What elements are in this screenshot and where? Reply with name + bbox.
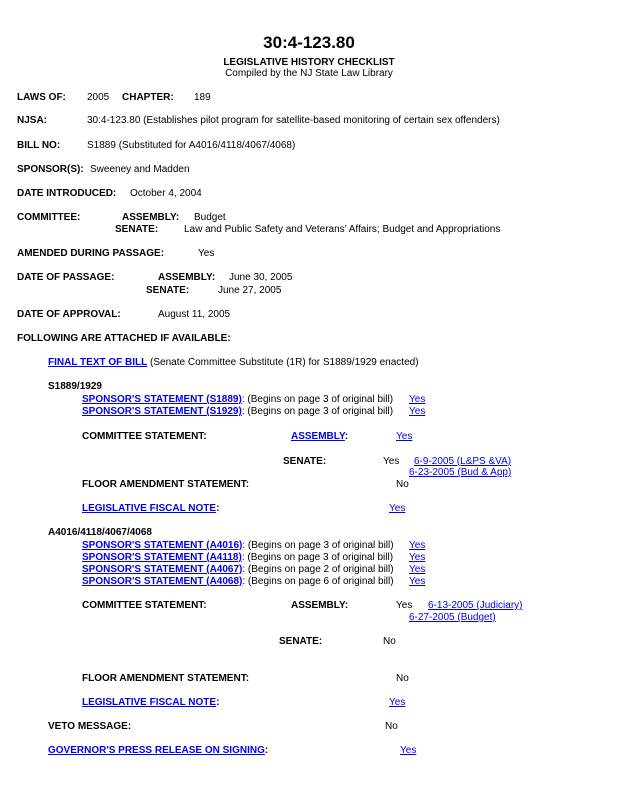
committee-assembly-value: Budget [194,212,226,223]
s-fiscal-yes[interactable]: Yes [389,503,406,514]
chapter-label: CHAPTER: [122,92,174,103]
s-sponsor-row-1 [82,394,393,406]
a-floor-label: FLOOR AMENDMENT STATEMENT: [82,673,250,684]
s-floor-label: FLOOR AMENDMENT STATEMENT: [82,479,250,490]
press-release-row [48,745,268,757]
veto-value: No [385,721,398,732]
a-fiscal-link[interactable]: LEGISLATIVE FISCAL NOTE [82,697,217,708]
sponsors-value: Sweeney and Madden [90,164,190,175]
a-sponsor-row-1 [82,540,394,552]
passage-assembly-value: June 30, 2005 [229,272,293,283]
committee-senate-label: SENATE: [115,224,159,235]
a-sponsor-desc-2: : (Begins on page 3 of original bill) [241,552,394,563]
s-sponsor-yes-2[interactable]: Yes [409,406,426,417]
njsa-value: 30:4-123.80 (Establishes pilot program for satellite-based monitoring of certain sex offenders) [87,115,500,126]
a-fiscal-yes[interactable]: Yes [389,697,406,708]
s-senate-label: SENATE: [283,456,327,467]
amended-value: Yes [198,248,215,259]
s-senate-link-2[interactable]: 6-23-2005 (Bud & App) [409,467,512,478]
press-release-yes[interactable]: Yes [400,745,417,756]
date-introduced-value: October 4, 2004 [130,188,202,199]
s-sponsor-desc-1: : (Begins on page 3 of original bill) [241,394,394,405]
a-senate-value: No [383,636,396,647]
a-sponsor-row-2 [82,552,393,564]
checklist-subtitle: LEGISLATIVE HISTORY CHECKLIST [223,57,395,68]
press-release-colon: : [264,745,269,756]
committee-senate-value: Law and Public Safety and Veterans’ Affairs; Budget and Appropriations [184,224,501,235]
a-sponsor-link-3[interactable]: SPONSOR'S STATEMENT (A4067) [82,564,243,575]
a-sponsor-row-3 [82,564,394,576]
committee-assembly-label: ASSEMBLY: [122,212,180,223]
chapter-value: 189 [194,92,211,103]
s-assembly-colon: : [344,431,349,442]
a-sponsor-yes-4[interactable]: Yes [409,576,426,587]
approval-value: August 11, 2005 [158,309,231,320]
bill-no-label: BILL NO: [17,140,61,151]
committee-label: COMMITTEE: [17,212,81,223]
s-senate-link-1[interactable]: 6-9-2005 (L&PS &VA) [414,456,512,467]
a-fiscal-row [82,697,219,709]
page-title: 30:4-123.80 [263,33,355,52]
s-assembly-row [291,431,348,443]
final-text-desc: (Senate Committee Substitute (1R) for S1889/1929 enacted) [147,357,419,368]
a-committee-label: COMMITTEE STATEMENT: [82,600,207,611]
a-bill-heading: A4016/4118/4067/4068 [48,527,152,538]
press-release-link[interactable]: GOVERNOR'S PRESS RELEASE ON SIGNING [48,745,265,756]
passage-senate-label: SENATE: [146,285,190,296]
attachments-heading: FOLLOWING ARE ATTACHED IF AVAILABLE: [17,333,231,344]
laws-of-label: LAWS OF: [17,92,66,103]
a-sponsor-desc-1: : (Begins on page 3 of original bill) [242,540,394,551]
final-text-row [48,357,419,369]
a-sponsor-row-4 [82,576,394,588]
s-fiscal-colon: : [216,503,220,514]
a-sponsor-yes-2[interactable]: Yes [409,552,426,563]
s-committee-label: COMMITTEE STATEMENT: [82,431,207,442]
njsa-label: NJSA: [17,115,48,126]
s-sponsor-yes-1[interactable]: Yes [409,394,426,405]
amended-label: AMENDED DURING PASSAGE: [17,248,165,259]
a-fiscal-colon: : [216,697,220,708]
s-sponsor-link-1[interactable]: SPONSOR'S STATEMENT (S1889) [82,394,242,405]
s-senate-value: Yes [383,456,400,467]
a-sponsor-desc-3: : (Begins on page 2 of original bill) [242,564,394,575]
s-fiscal-row [82,503,219,515]
approval-label: DATE OF APPROVAL: [17,309,121,320]
s-floor-value: No [396,479,409,490]
passage-label: DATE OF PASSAGE: [17,272,115,283]
laws-of-value: 2005 [87,92,110,103]
a-senate-label: SENATE: [279,636,323,647]
passage-senate-value: June 27, 2005 [218,285,282,296]
s-sponsor-link-2[interactable]: SPONSOR'S STATEMENT (S1929) [82,406,242,417]
bill-no-value: S1889 (Substituted for A4016/4118/4067/4068) [87,140,296,151]
passage-assembly-label: ASSEMBLY: [158,272,216,283]
compiled-by: Compiled by the NJ State Law Library [225,68,393,79]
a-sponsor-yes-3[interactable]: Yes [409,564,426,575]
s-bill-heading: S1889/1929 [48,381,102,392]
veto-label: VETO MESSAGE: [48,721,132,732]
s-assembly-yes[interactable]: Yes [396,431,413,442]
a-sponsor-link-1[interactable]: SPONSOR'S STATEMENT (A4016) [82,540,243,551]
a-sponsor-link-4[interactable]: SPONSOR'S STATEMENT (A4068) [82,576,243,587]
s-assembly-link[interactable]: ASSEMBLY [291,431,345,442]
a-sponsor-desc-4: : (Begins on page 6 of original bill) [242,576,394,587]
date-introduced-label: DATE INTRODUCED: [17,188,117,199]
s-sponsor-desc-2: : (Begins on page 3 of original bill) [241,406,394,417]
a-sponsor-yes-1[interactable]: Yes [409,540,426,551]
final-text-link[interactable]: FINAL TEXT OF BILL [48,357,148,368]
a-sponsor-link-2[interactable]: SPONSOR'S STATEMENT (A4118) [82,552,242,563]
sponsors-label: SPONSOR(S): [17,164,84,175]
s-sponsor-row-2 [82,406,393,418]
a-assembly-link-2[interactable]: 6-27-2005 (Budget) [409,612,496,623]
a-assembly-value: Yes [396,600,413,611]
a-assembly-label: ASSEMBLY: [291,600,349,611]
a-assembly-link-1[interactable]: 6-13-2005 (Judiciary) [428,600,523,611]
s-fiscal-link[interactable]: LEGISLATIVE FISCAL NOTE [82,503,217,514]
a-floor-value: No [396,673,409,684]
